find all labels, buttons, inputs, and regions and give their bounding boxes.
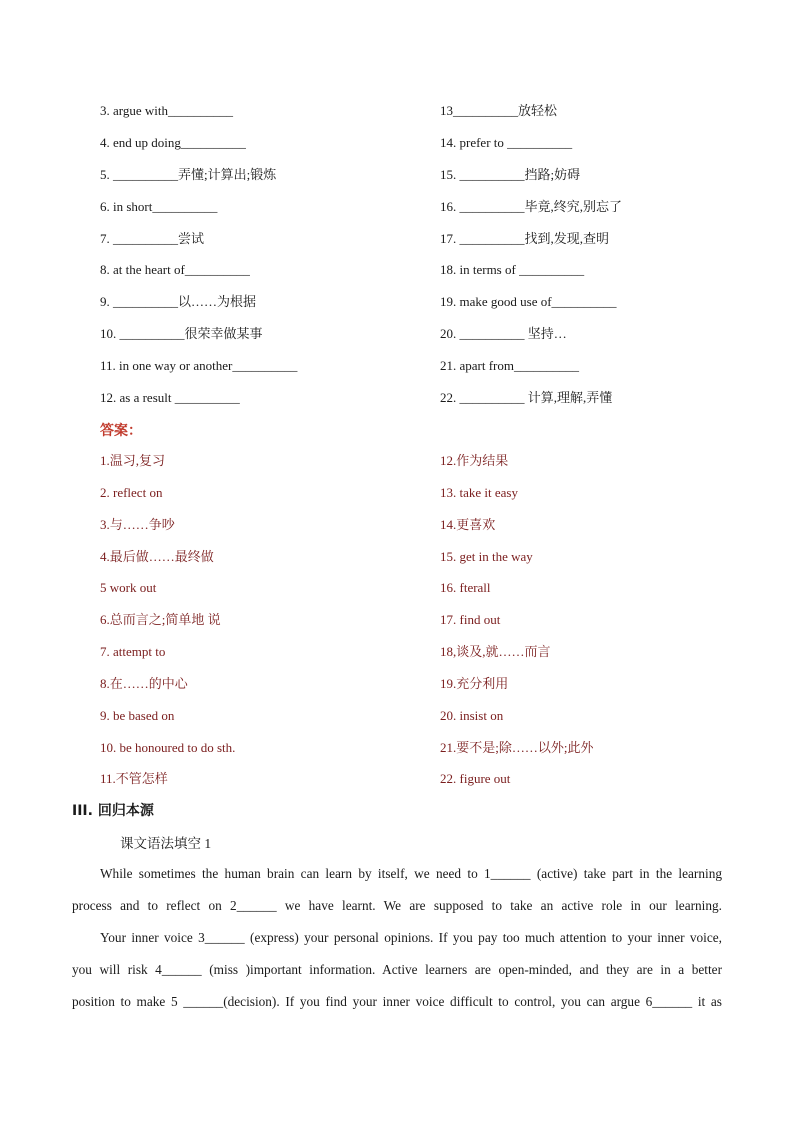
question-item: 8. at the heart of__________ (100, 262, 250, 277)
question-item: 14. prefer to __________ (440, 135, 573, 150)
question-item: 10. __________很荣幸做某事 (100, 326, 263, 341)
answer-row (0, 515, 794, 535)
answer-item: 13. take it easy (440, 485, 518, 500)
answer-row (0, 547, 794, 567)
answer-item: 20. insist on (440, 708, 504, 723)
answer-row (0, 451, 794, 471)
question-item: 9. __________以……为根据 (100, 294, 257, 309)
question-row (0, 260, 794, 280)
answer-item: 16. fterall (440, 580, 491, 595)
answer-item: 17. find out (440, 612, 501, 627)
paragraph-line: you will risk 4______ (miss )important information. Active learners are open-minded, and they are in a better (72, 962, 722, 977)
answer-item: 1.温习,复习 (100, 453, 166, 468)
answer-item: 6.总而言之;简单地 说 (100, 612, 221, 627)
answers-heading: 答案： (100, 423, 142, 439)
question-row (0, 101, 794, 121)
answer-item: 18,谈及,就……而言 (440, 644, 551, 659)
question-item: 6. in short__________ (100, 199, 218, 214)
answer-item: 8.在……的中心 (100, 676, 188, 691)
section-subtitle: 课文语法填空 1 (120, 836, 212, 851)
question-item: 13__________放轻松 (440, 103, 558, 118)
question-row (0, 165, 794, 185)
question-item: 16. __________毕竟,终究,别忘了 (440, 199, 623, 214)
question-item: 11. in one way or another__________ (100, 358, 298, 373)
question-item: 3. argue with__________ (100, 103, 233, 118)
question-row (0, 356, 794, 376)
question-item: 7. __________尝试 (100, 231, 205, 246)
question-row (0, 292, 794, 312)
paragraph-line: Your inner voice 3______ (express) your personal opinions. If you pay too much attention to your inner voice, (100, 930, 722, 945)
answer-item: 5 work out (100, 580, 157, 595)
question-row (0, 133, 794, 153)
answer-row (0, 642, 794, 662)
answer-item: 3.与……争吵 (100, 517, 175, 532)
question-item: 12. as a result __________ (100, 390, 240, 405)
answer-item: 14.更喜欢 (440, 517, 496, 532)
answer-item: 11.不管怎样 (100, 771, 168, 786)
question-item: 19. make good use of__________ (440, 294, 617, 309)
answer-item: 19.充分利用 (440, 676, 509, 691)
answer-item: 15. get in the way (440, 549, 533, 564)
paragraph-line: While sometimes the human brain can learn by itself, we need to 1______ (active) take part in the learning (100, 866, 722, 881)
question-item: 22. __________ 计算,理解,弄懂 (440, 390, 613, 405)
section-title: III. 回归本源 (72, 803, 154, 819)
answer-item: 2. reflect on (100, 485, 163, 500)
answer-item: 22. figure out (440, 771, 511, 786)
paragraph-line: process and to reflect on 2______ we have learnt. We are supposed to take an active role in our learning. (72, 898, 722, 913)
paragraph-line: position to make 5 ______(decision). If you find your inner voice difficult to control, you can argue 6______ it as (72, 994, 722, 1009)
answer-item: 9. be based on (100, 708, 175, 723)
question-row (0, 324, 794, 344)
answer-row (0, 610, 794, 630)
answer-item: 4.最后做……最终做 (100, 549, 214, 564)
answer-item: 10. be honoured to do sth. (100, 740, 236, 755)
question-item: 15. __________挡路;妨碍 (440, 167, 581, 182)
answer-item: 7. attempt to (100, 644, 166, 659)
question-row (0, 229, 794, 249)
answer-row (0, 738, 794, 758)
answer-item: 21.要不是;除……以外;此外 (440, 740, 594, 755)
answer-row (0, 769, 794, 789)
question-item: 20. __________ 坚持… (440, 326, 567, 341)
answer-item: 12.作为结果 (440, 453, 509, 468)
answer-row (0, 706, 794, 726)
question-item: 17. __________找到,发现,查明 (440, 231, 610, 246)
question-row (0, 197, 794, 217)
answer-row (0, 578, 794, 598)
question-item: 18. in terms of __________ (440, 262, 585, 277)
question-item: 5. __________弄懂;计算出;锻炼 (100, 167, 277, 182)
question-item: 4. end up doing__________ (100, 135, 246, 150)
question-item: 21. apart from__________ (440, 358, 580, 373)
question-row (0, 388, 794, 408)
answer-row (0, 483, 794, 503)
answer-row (0, 674, 794, 694)
